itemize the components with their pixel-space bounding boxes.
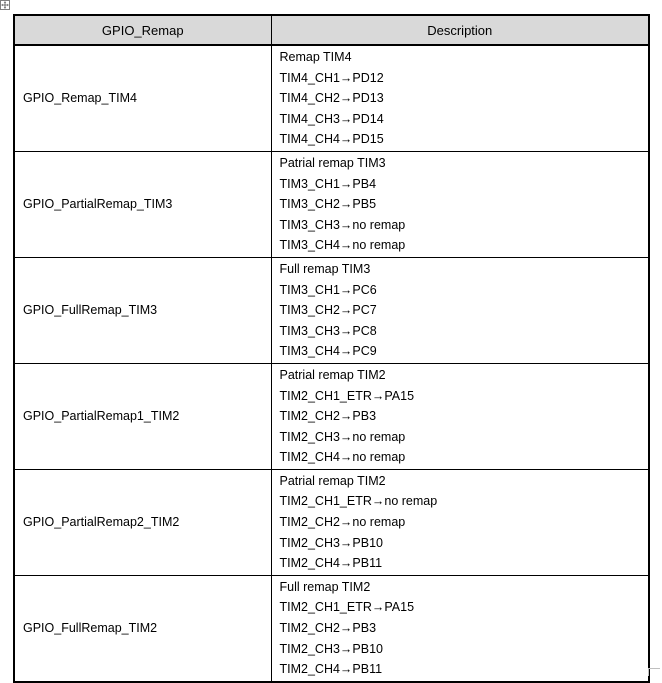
channel-mapping: TIM2_CH1_ETR→PA15 xyxy=(279,600,415,615)
channel-mapping: TIM3_CH3→PC8 xyxy=(279,323,377,338)
table-body xyxy=(14,45,649,682)
channel-mapping: TIM2_CH3→no remap xyxy=(279,429,406,444)
table-header-row xyxy=(14,15,649,45)
move-arrows-icon xyxy=(1,1,9,9)
channel-mapping: TIM4_CH1→PD12 xyxy=(279,70,384,85)
description-cell xyxy=(271,151,649,257)
table-row xyxy=(14,257,649,363)
table-row xyxy=(14,363,649,469)
description-cell xyxy=(271,575,649,681)
channel-mapping: TIM2_CH3→PB10 xyxy=(279,535,384,550)
page-corner-mark xyxy=(648,668,660,676)
channel-mapping: TIM4_CH2→PD13 xyxy=(279,91,384,106)
remap-name-cell: GPIO_PartialRemap2_TIM2 xyxy=(14,469,271,575)
description-cell xyxy=(271,257,649,363)
description-cell xyxy=(271,363,649,469)
description-title: Patrial remap TIM3 xyxy=(279,155,386,170)
channel-mapping: TIM3_CH4→no remap xyxy=(279,238,406,253)
description-cell xyxy=(271,45,649,151)
description-cell xyxy=(271,469,649,575)
channel-mapping: TIM2_CH2→no remap xyxy=(279,515,406,530)
channel-mapping: TIM2_CH1_ETR→no remap xyxy=(279,494,438,509)
channel-mapping: TIM3_CH1→PB4 xyxy=(279,176,377,191)
remap-name-cell: GPIO_FullRemap_TIM3 xyxy=(14,257,271,363)
column-header-gpio-remap: GPIO_Remap xyxy=(14,15,271,45)
channel-mapping: TIM3_CH2→PB5 xyxy=(279,197,377,212)
column-header-description: Description xyxy=(271,15,649,45)
channel-mapping: TIM2_CH2→PB3 xyxy=(279,621,377,636)
remap-name-cell: GPIO_PartialRemap1_TIM2 xyxy=(14,363,271,469)
description-title: Full remap TIM2 xyxy=(279,579,371,594)
remap-name-cell: GPIO_FullRemap_TIM2 xyxy=(14,575,271,681)
description-title: Patrial remap TIM2 xyxy=(279,367,386,382)
channel-mapping: TIM2_CH3→PB10 xyxy=(279,641,384,656)
gpio-remap-table xyxy=(13,14,650,683)
channel-mapping: TIM3_CH4→PC9 xyxy=(279,344,377,359)
channel-mapping: TIM3_CH1→PC6 xyxy=(279,282,377,297)
channel-mapping: TIM2_CH1_ETR→PA15 xyxy=(279,388,415,403)
table-row xyxy=(14,469,649,575)
channel-mapping: TIM2_CH2→PB3 xyxy=(279,409,377,424)
channel-mapping: TIM2_CH4→no remap xyxy=(279,450,406,465)
channel-mapping: TIM4_CH4→PD15 xyxy=(279,132,384,147)
channel-mapping: TIM3_CH3→no remap xyxy=(279,217,406,232)
remap-name-cell: GPIO_Remap_TIM4 xyxy=(14,45,271,151)
channel-mapping: TIM2_CH4→PB11 xyxy=(279,662,383,677)
description-title: Remap TIM4 xyxy=(279,50,352,64)
table-row xyxy=(14,151,649,257)
table-row xyxy=(14,45,649,151)
description-title: Full remap TIM3 xyxy=(279,261,371,276)
table-row xyxy=(14,575,649,681)
channel-mapping: TIM4_CH3→PD14 xyxy=(279,111,384,126)
table-move-handle-icon[interactable] xyxy=(0,0,10,10)
channel-mapping: TIM3_CH2→PC7 xyxy=(279,303,377,318)
channel-mapping: TIM2_CH4→PB11 xyxy=(279,556,383,571)
remap-name-cell: GPIO_PartialRemap_TIM3 xyxy=(14,151,271,257)
description-title: Patrial remap TIM2 xyxy=(279,473,386,488)
